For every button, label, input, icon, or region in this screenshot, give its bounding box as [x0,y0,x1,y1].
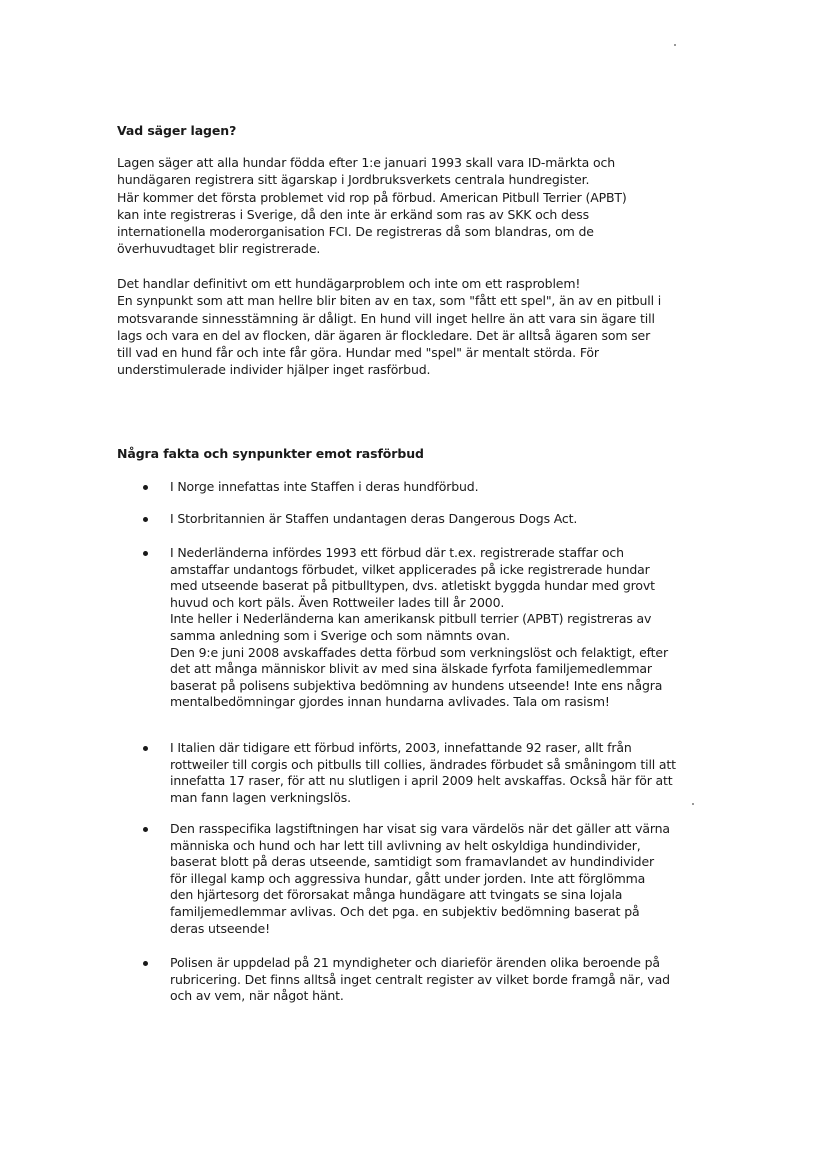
text-line: I Norge innefattas inte Staffen i deras hundförbud. [170,479,479,494]
text-line: Den rasspecifika lagstiftningen har visat sig vara värdelös när det gäller att värna [170,821,670,836]
scan-speck [674,44,676,46]
text-line: baserat blott på deras utseende, samtidigt som framavlandet av hundindivider [170,854,654,870]
text-line: I Nederländerna infördes 1993 ett förbud där t.ex. registrerade staffar och [170,545,624,560]
text-line: för illegal kamp och aggressiva hundar, gått under jorden. Inte att förglömma [170,870,646,886]
text-line: med utseende baserat på pitbulltypen, dvs. atletiskt byggda hundar med grovt [170,578,655,594]
text-line: Polisen är uppdelad på 21 myndigheter och diarieför ärenden olika beroende på [170,955,660,970]
text-line: rubricering. Det finns alltså inget centralt register av vilket borde framgå när, vad [170,971,670,987]
text-line: internationella moderorganisation FCI. De registreras då som blandras, om de [117,224,594,240]
paragraph-owner-problem [117,275,717,379]
text-line: familjemedlemmar avlivas. Och det pga. en subjektiv bedömning baserat på [170,903,640,919]
text-line: Det handlar definitivt om ett hundägarproblem och inte om ett rasproblem! [117,276,581,291]
text-line: I Storbritannien är Staffen undantagen deras Dangerous Dogs Act. [170,511,578,526]
bullet-icon [143,551,148,556]
text-line: rottweiler till corgis och pitbulls till collies, ändrades förbudet så småningom till att [170,756,676,772]
text-line: En synpunkt som att man hellre blir biten av en tax, som "fått ett spel", än av en pitbull i [117,293,662,309]
text-line: det att många människor blivit av med sina älskade fyrfota familjemedlemmar [170,661,652,677]
text-line: deras utseende! [170,920,270,936]
scan-speck [692,803,694,805]
text-line: och av vem, när något hänt. [170,988,344,1004]
text-line: man fann lagen verkningslös. [170,789,351,805]
text-line: understimulerade individer hjälper inget rasförbud. [117,362,431,378]
section-heading-facts: Några fakta och synpunkter emot rasförbud [117,446,424,461]
text-line: huvud och kort päls. Även Rottweiler lades till år 2000. [170,594,505,610]
text-line: överhuvudtaget blir registrerade. [117,241,321,257]
text-line: till vad en hund får och inte får göra. Hundar med "spel" är mentalt störda. För [117,345,599,361]
text-line: Lagen säger att alla hundar födda efter 1:e januari 1993 skall vara ID-märkta och [117,155,615,170]
text-line: människa och hund och har lett till avlivning av helt oskyldiga hundindivider, [170,837,641,853]
text-line: Den 9:e juni 2008 avskaffades detta förbud som verkningslöst och felaktigt, efter [170,644,668,660]
text-line: innefatta 17 raser, för att nu slutligen i april 2009 helt avskaffas. Också här för att [170,773,673,789]
text-line: I Italien där tidigare ett förbud införts, 2003, innefattande 92 raser, allt från [170,740,632,755]
text-line: amstaffar undantogs förbudet, vilket applicerades på icke registrerade hundar [170,561,650,577]
bullet-icon [143,961,148,966]
text-line: baserat på polisens subjektiva bedömning av hundens utseende! Inte ens några [170,677,663,693]
text-line: motsvarande sinnesstämning är dåligt. En hund vill inget hellre än att vara sin ägare till [117,310,655,326]
text-line: lags och vara en del av flocken, där ägaren är flockledare. Det är alltså ägaren som ser [117,327,651,343]
text-line: hundägaren registrera sitt ägarskap i Jordbruksverkets centrala hundregister. [117,172,590,188]
text-line: kan inte registreras i Sverige, då den inte är erkänd som ras av SKK och dess [117,206,590,222]
bullet-icon [143,485,148,490]
section-heading-law: Vad säger lagen? [117,123,237,138]
text-line: den hjärtesorg det förorsakat många hundägare att tvingats se sina lojala [170,887,623,903]
text-line: Här kommer det första problemet vid rop på förbud. American Pitbull Terrier (APBT) [117,189,627,205]
text-line: mentalbedömningar gjordes innan hundarna avlivades. Tala om rasism! [170,694,610,710]
bullet-icon [143,746,148,751]
bullet-icon [143,517,148,522]
text-line: Inte heller i Nederländerna kan amerikansk pitbull terrier (APBT) registreras av [170,611,652,627]
text-line: samma anledning som i Sverige och som nämnts ovan. [170,627,510,643]
paragraph-law-registration [117,154,717,258]
bullet-icon [143,827,148,832]
